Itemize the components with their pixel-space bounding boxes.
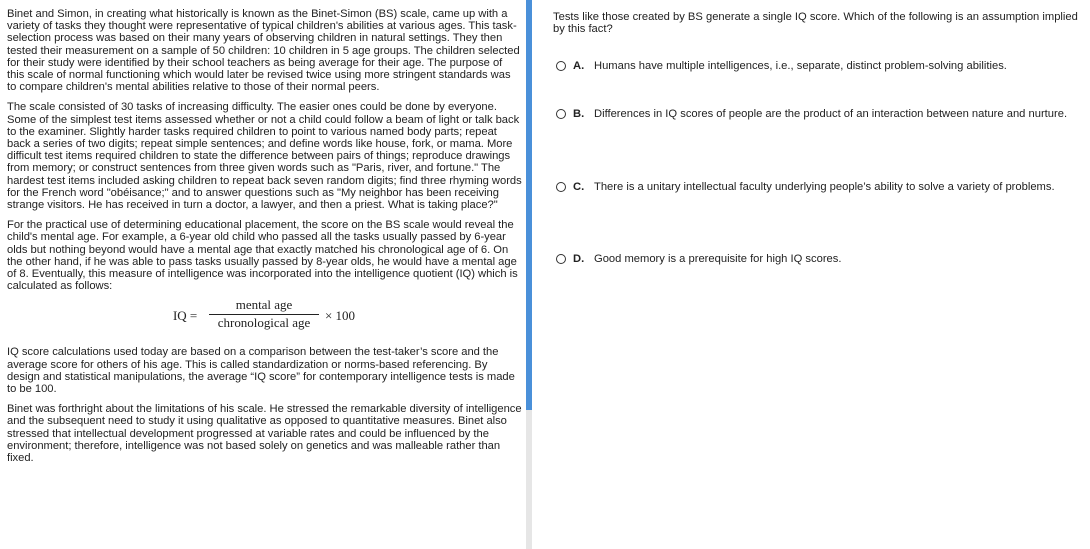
passage-paragraph-2: The scale consisted of 30 tasks of increasing difficulty. The easier ones could be done by everyone. Some of the simplest test items assessed whether or not a child could follow a beam of light or talk back to the examiner. Slightly harder tasks required children to point to various named body parts; repeat back a series of two digits; repeat simple sentences; and define words like house, fork, or mama. More difficult test items required children to state the difference between pairs of things; reproduce drawings from memory; or construct sentences from three given words such as "Paris, river, and fortune." The hardest test items included asking children to repeat back seven random digits; find three rhyming words for the French word "obéisance;" and to answer questions such as "My neighbor has been receiving strange visitors. He has received in turn a doctor, a lawyer, and then a priest. What is taking place?" — [7, 101, 522, 212]
option-letter-c: C. — [573, 181, 585, 193]
question-prompt: Tests like those created by BS generate a single IQ score. Which of the following is an assumption implied by this fact? — [553, 11, 1078, 36]
option-letter-d: D. — [573, 253, 585, 265]
option-letter-a: A. — [573, 60, 585, 72]
option-text-d: Good memory is a prerequisite for high IQ scores. — [594, 253, 842, 265]
radio-button-b[interactable] — [556, 109, 566, 119]
iq-formula — [7, 297, 522, 340]
option-text-b: Differences in IQ scores of people are the product of an interaction between nature and nurture. — [594, 108, 1068, 120]
formula-denominator: chronological age — [217, 314, 311, 330]
formula-lhs: IQ = — [173, 308, 198, 324]
radio-button-d[interactable] — [556, 254, 566, 264]
option-text-a: Humans have multiple intelligences, i.e., separate, distinct problem-solving abilities. — [594, 60, 1007, 72]
radio-button-a[interactable] — [556, 61, 566, 71]
option-text-c: There is a unitary intellectual faculty underlying people’s ability to solve a variety of problems. — [594, 181, 1055, 193]
reading-passage — [7, 8, 522, 472]
formula-fraction — [209, 299, 319, 328]
passage-paragraph-5: Binet was forthright about the limitations of his scale. He stressed the remarkable diversity of intelligence and the subsequent need to study it using qualitative as opposed to quantitative measures. Binet also stressed that intellectual development progressed at variable rates and could be influenced by the environment; therefore, intelligence was not based solely on genetics and was malleable rather than fixed. — [7, 403, 522, 465]
panel-divider[interactable] — [526, 0, 532, 549]
passage-paragraph-3: For the practical use of determining educational placement, the score on the BS scale would reveal the child's mental age. For example, a 6-year old child who passed all the tasks usually passed by 6-year olds but nothing beyond would have a mental age that exactly matched his chronological age of 6. On the other hand, if he was able to pass tasks usually passed by 8-year olds, he would have a mental age of 8. Eventually, this measure of intelligence was incorporated into the intelligence quotient (IQ) which is calculated as follows: — [7, 219, 518, 293]
scroll-accent-bar[interactable] — [526, 0, 532, 410]
formula-multiplier: × 100 — [325, 308, 355, 324]
formula-numerator: mental age — [235, 297, 293, 313]
passage-paragraph-1: Binet and Simon, in creating what historically is known as the Binet-Simon (BS) scale, came up with a variety of tasks they thought were representative of typical children's abilities at various ages. This task-selection process was based on their many years of observing children in natural settings. They then tested their measurement on a sample of 50 children: 10 children in 5 age groups. The children selected for their study were identified by their school teachers as being average for their age. The purpose of this scale of normal functioning which would later be revised twice using more stringent standards was to compare children's mental abilities relative to those of their normal peers. — [7, 8, 520, 94]
option-letter-b: B. — [573, 108, 585, 120]
passage-paragraph-4: IQ score calculations used today are based on a comparison between the test-taker’s score and the average score for others of his age. This is called standardization or norms-based referencing. By design and statistical manipulations, the average “IQ score” for contemporary intelligence tests is made to be 100. — [7, 346, 515, 396]
radio-button-c[interactable] — [556, 182, 566, 192]
